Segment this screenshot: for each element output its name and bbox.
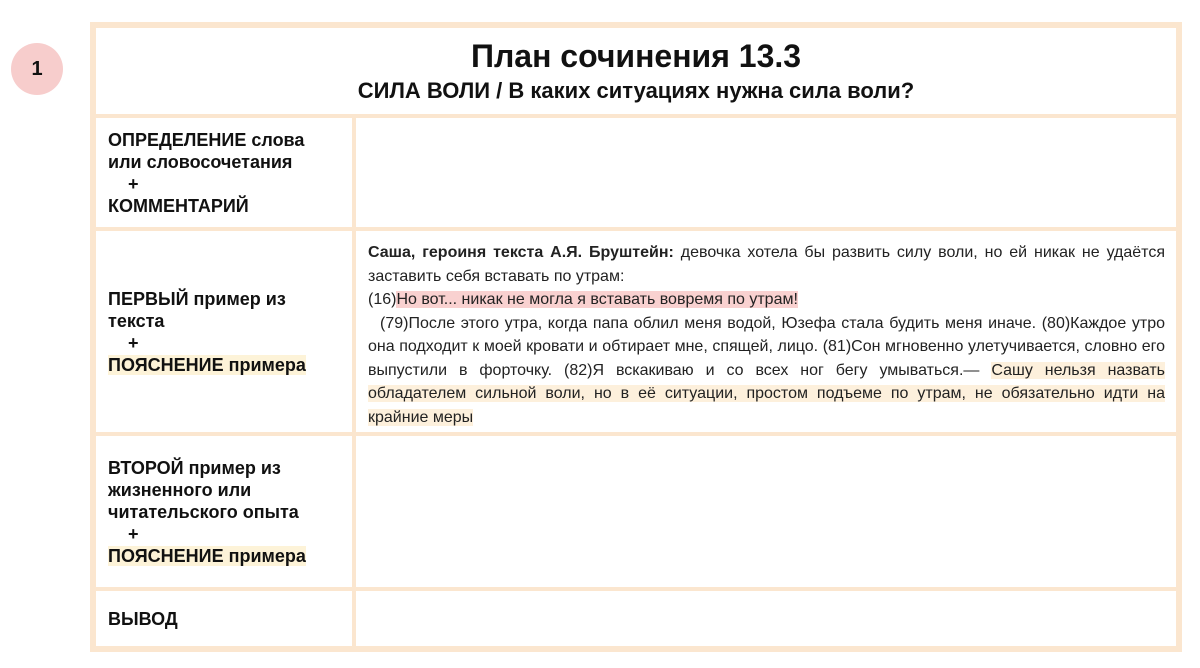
explanation-label: ПОЯСНЕНИЕ примера xyxy=(108,545,306,566)
comment-label: КОММЕНТАРИЙ xyxy=(108,195,249,216)
highlighted-conclusion: Сашу нельзя назвать обладателем сильной воли, но в её ситуации, простом подъеме по утрам, не обязательно идти на крайние меры xyxy=(368,361,1165,426)
plus-sign: + xyxy=(128,523,139,544)
page-subtitle: СИЛА ВОЛИ / В каких ситуациях нужна сила воли? xyxy=(357,78,915,103)
plus-sign: + xyxy=(128,173,139,194)
plus-sign: + xyxy=(128,332,139,353)
example-paragraph xyxy=(368,312,1165,430)
definition-label xyxy=(94,116,354,229)
quote-number: (16) xyxy=(368,291,397,308)
conclusion-content-cell xyxy=(354,589,1178,648)
example-intro xyxy=(368,241,1165,288)
first-example-label-line: текста xyxy=(108,310,165,331)
second-example-label-line: читательского опыта xyxy=(108,501,299,522)
definition-content-cell xyxy=(354,116,1178,229)
conclusion-label xyxy=(94,589,354,648)
page-title: План сочинения 13.3 xyxy=(470,38,802,74)
quote-line xyxy=(368,288,1165,312)
first-example-label xyxy=(94,229,354,434)
highlighted-quote: Но вот... никак не могла я вставать вовремя по утрам! xyxy=(396,291,798,308)
second-example-label-line: жизненного или xyxy=(108,479,252,500)
explanation-label: ПОЯСНЕНИЕ примера xyxy=(108,354,306,375)
first-example-label-line: ПЕРВЫЙ пример из xyxy=(108,288,286,309)
definition-label-line: ОПРЕДЕЛЕНИЕ слова xyxy=(108,129,305,150)
second-example-label xyxy=(94,434,354,589)
conclusion-label-text: ВЫВОД xyxy=(108,608,178,629)
example-paragraph-text: (79)После этого утра, когда папа облил меня водой, Юзефа стала будить меня иначе. (80)Каждое утро она подходит к моей кровати и обтирает мне, спящей, лицо. (81)Сон мгновенно улетучивается, словно его выпустили в форточку. (82)Я вскакиваю и со всех ног бегу умываться. xyxy=(368,314,1165,379)
first-example-content xyxy=(354,229,1178,434)
essay-plan-table xyxy=(90,22,1182,652)
second-example-content-cell xyxy=(354,434,1178,589)
step-number-badge: 1 xyxy=(11,43,63,95)
definition-label-line: или словосочетания xyxy=(108,151,293,172)
example-intro-text: девочка хотела бы развить силу воли, но ей никак не удаётся заставить себя вставать по утрам: xyxy=(368,244,1165,285)
second-example-label-line: ВТОРОЙ пример из xyxy=(108,457,281,478)
dash: — xyxy=(963,361,992,379)
plan-header xyxy=(94,26,1178,116)
example-source: Саша, героиня текста А.Я. Бруштейн: xyxy=(368,244,674,261)
